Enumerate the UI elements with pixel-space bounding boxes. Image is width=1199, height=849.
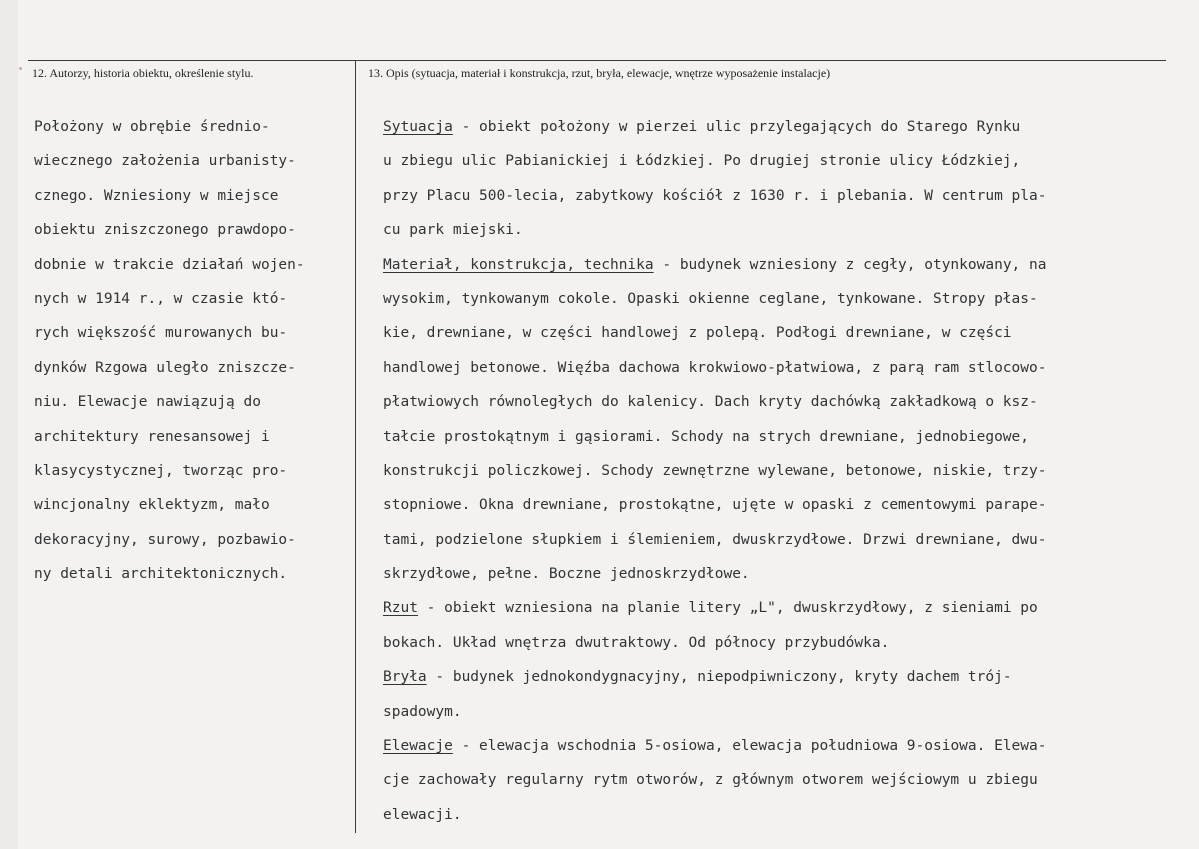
description-line <box>383 213 1046 247</box>
description-text-run: spadowym. <box>383 703 462 720</box>
description-line <box>383 420 1046 454</box>
history-line: dekoracyjny, surowy, pozbawio- <box>34 531 296 548</box>
description-line <box>383 523 1046 557</box>
column-divider <box>355 60 356 833</box>
description-line <box>383 316 1046 350</box>
history-line: wincjonalny eklektyzm, mało <box>34 497 270 514</box>
description-text-run: cu park miejski. <box>383 222 523 239</box>
description-line <box>383 591 1046 625</box>
history-line: dobnie w trakcie działań wojen- <box>34 256 305 273</box>
history-line: rych większość murowanych bu- <box>34 325 288 342</box>
description-line <box>383 763 1046 797</box>
description-text-run: elewacji. <box>383 806 462 823</box>
history-line: architektury renesansowej i <box>34 428 270 445</box>
description-line <box>383 798 1046 832</box>
history-text <box>34 110 305 591</box>
description-text-run: przy Placu 500-lecia, zabytkowy kościół z 1630 r. i plebania. W centrum pla- <box>383 187 1047 204</box>
description-line <box>383 660 1046 694</box>
history-line: ny detali architektonicznych. <box>34 566 288 583</box>
margin-mark <box>19 67 22 70</box>
history-line: klasycystycznej, tworząc pro- <box>34 462 288 479</box>
description-text-run: wysokim, tynkowanym cokole. Opaski okienne ceglane, tynkowane. Stropy płas- <box>383 290 1038 307</box>
history-line: dynków Rzgowa uległo zniszcze- <box>34 359 296 376</box>
description-text-run: - obiekt wzniesiona na planie litery „L", dwuskrzydłowy, z sieniami po <box>417 600 1038 617</box>
description-text <box>383 110 1046 832</box>
description-line <box>383 454 1046 488</box>
section-heading: Rzut <box>383 600 418 617</box>
section-heading: Elewacje <box>383 738 453 755</box>
history-line: cznego. Wzniesiony w miejsce <box>34 187 279 204</box>
description-text-run: u zbiegu ulic Pabianickiej i Łódzkiej. Po drugiej stronie ulicy Łódzkiej, <box>383 153 1021 170</box>
history-line: Położony w obrębie średnio- <box>34 119 270 135</box>
section-heading: Bryła <box>383 669 427 686</box>
description-text-run: handlowej betonowe. Więźba dachowa krokwiowo-płatwiowa, z parą ram stlocowo- <box>383 359 1047 376</box>
section-13-header: 13. Opis (sytuacja, materiał i konstrukcja, rzut, bryła, elewacje, wnętrze wyposażenie instalacje) <box>368 66 831 80</box>
history-line: nych w 1914 r., w czasie któ- <box>34 290 288 307</box>
description-text-run: - budynek jednokondygnacyjny, niepodpiwniczony, kryty dachem trój- <box>426 669 1012 686</box>
history-line: obiektu zniszczonego prawdopo- <box>34 222 296 239</box>
header-rule <box>28 60 1166 61</box>
description-line <box>383 626 1046 660</box>
description-line <box>383 179 1046 213</box>
description-text-run: kie, drewniane, w części handlowej z polepą. Podłogi drewniane, w części <box>383 325 1012 342</box>
description-text-run: bokach. Układ wnętrza dwutraktowy. Od północy przybudówka. <box>383 634 890 651</box>
description-text-run: płatwiowych równoległych do kalenicy. Dach kryty dachówką zakładkową o ksz- <box>383 394 1038 411</box>
section-12-header: 12. Autorzy, historia obiektu, określenie stylu. <box>32 66 254 80</box>
description-line <box>383 385 1046 419</box>
description-line <box>383 695 1046 729</box>
description-line <box>383 351 1046 385</box>
description-text-run: cje zachowały regularny rytm otworów, z głównym otworem wejściowym u zbiegu <box>383 772 1038 789</box>
description-line <box>383 110 1046 144</box>
description-line <box>383 488 1046 522</box>
description-line <box>383 144 1046 178</box>
description-text-run: konstrukcji policzkowej. Schody zewnętrzne wylewane, betonowe, niskie, trzy- <box>383 462 1047 479</box>
description-line <box>383 557 1046 591</box>
description-text-run: tami, podzielone słupkiem i ślemieniem, dwuskrzydłowe. Drzwi drewniane, dwu- <box>383 531 1047 548</box>
history-line: wiecznego założenia urbanisty- <box>34 153 296 170</box>
description-text-run: - obiekt położony w pierzei ulic przylegających do Starego Rynku <box>452 119 1021 135</box>
description-line <box>383 282 1046 316</box>
history-line: niu. Elewacje nawiązują do <box>34 394 261 411</box>
section-heading: Materiał, konstrukcja, technika <box>383 256 654 273</box>
section-heading: Sytuacja <box>383 119 453 135</box>
description-text-run: - budynek wzniesiony z cegły, otynkowany, na <box>653 256 1047 273</box>
description-text-run: tałcie prostokątnym i gąsiorami. Schody na strych drewniane, jednobiegowe, <box>383 428 1030 445</box>
description-text-run: - elewacja wschodnia 5-osiowa, elewacja południowa 9-osiowa. Elewa- <box>452 738 1047 755</box>
description-line <box>383 729 1046 763</box>
description-text-run: skrzydłowe, pełne. Boczne jednoskrzydłowe. <box>383 566 750 583</box>
description-text-run: stopniowe. Okna drewniane, prostokątne, ujęte w opaski z cementowymi parape- <box>383 497 1047 514</box>
description-line <box>383 248 1046 282</box>
